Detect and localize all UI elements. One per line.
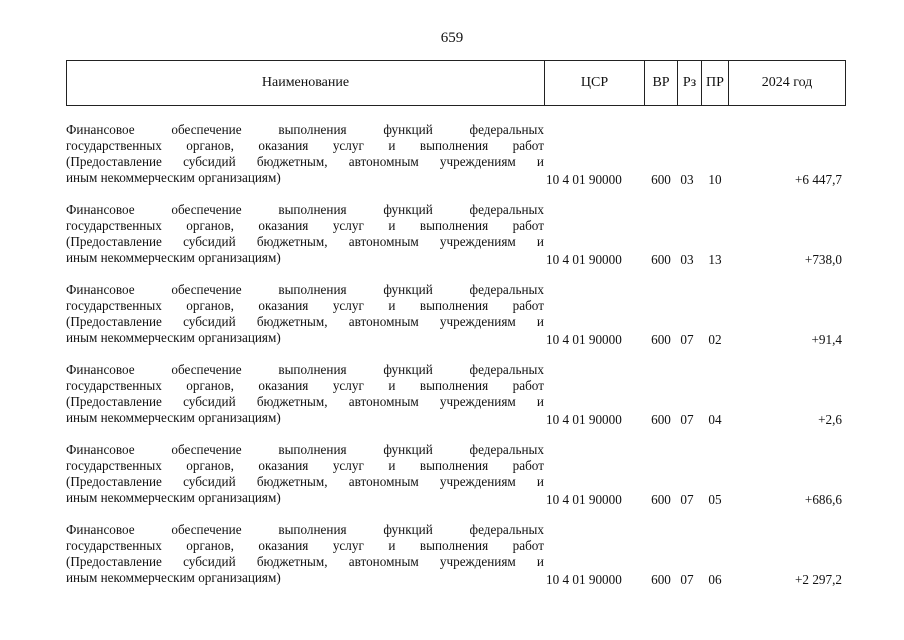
- row-description: [66, 522, 544, 586]
- description-line: государственных органов, оказания услуг и выполнения работ: [66, 538, 544, 553]
- table-header: [66, 60, 846, 106]
- description-line: (Предоставление субсидий бюджетным, автономным учреждениям и: [66, 154, 544, 169]
- description-line: (Предоставление субсидий бюджетным, автономным учреждениям и: [66, 234, 544, 249]
- description-line: Финансовое обеспечение выполнения функций федеральных: [66, 122, 544, 137]
- table-row: [66, 362, 846, 434]
- row-vr: 600: [651, 572, 671, 587]
- header-pr: ПР: [702, 61, 729, 105]
- header-year: 2024 год: [761, 75, 813, 90]
- row-pr: 10: [708, 172, 722, 187]
- row-amount: +2 297,2: [795, 572, 842, 587]
- row-amount: +91,4: [811, 332, 842, 347]
- row-pr: 06: [708, 572, 722, 587]
- description-line: (Предоставление субсидий бюджетным, автономным учреждениям и: [66, 474, 544, 489]
- row-rz: 03: [680, 172, 694, 187]
- description-line: (Предоставление субсидий бюджетным, автономным учреждениям и: [66, 314, 544, 329]
- description-line: Финансовое обеспечение выполнения функций федеральных: [66, 362, 544, 377]
- row-vr: 600: [651, 252, 671, 267]
- description-line: Финансовое обеспечение выполнения функций федеральных: [66, 202, 544, 217]
- header-vr: ВР: [645, 61, 678, 105]
- table-row: [66, 122, 846, 194]
- row-csr: 10 4 01 90000: [546, 412, 622, 427]
- row-description: [66, 442, 544, 506]
- table-row: [66, 282, 846, 354]
- row-rz: 07: [680, 332, 694, 347]
- table-row: [66, 442, 846, 514]
- row-rz: 07: [680, 572, 694, 587]
- description-line: иным некоммерческим организациям): [66, 410, 281, 425]
- row-amount: +686,6: [804, 492, 842, 507]
- row-amount: +738,0: [804, 252, 842, 267]
- row-description: [66, 362, 544, 426]
- table-row: [66, 202, 846, 274]
- page-number: 659: [440, 30, 464, 46]
- description-line: государственных органов, оказания услуг и выполнения работ: [66, 298, 544, 313]
- row-pr: 02: [708, 332, 722, 347]
- row-rz: 07: [680, 412, 694, 427]
- header-name: Наименование: [67, 61, 545, 105]
- row-csr: 10 4 01 90000: [546, 172, 622, 187]
- row-rz: 03: [680, 252, 694, 267]
- description-line: иным некоммерческим организациям): [66, 170, 281, 185]
- description-line: иным некоммерческим организациям): [66, 250, 281, 265]
- description-line: (Предоставление субсидий бюджетным, автономным учреждениям и: [66, 554, 544, 569]
- header-csr: ЦСР: [545, 61, 645, 105]
- row-amount: +2,6: [818, 412, 842, 427]
- row-amount: +6 447,7: [795, 172, 842, 187]
- description-line: Финансовое обеспечение выполнения функций федеральных: [66, 442, 544, 457]
- description-line: государственных органов, оказания услуг и выполнения работ: [66, 138, 544, 153]
- row-vr: 600: [651, 412, 671, 427]
- row-description: [66, 122, 544, 186]
- row-rz: 07: [680, 492, 694, 507]
- description-line: иным некоммерческим организациям): [66, 570, 281, 585]
- description-line: государственных органов, оказания услуг и выполнения работ: [66, 218, 544, 233]
- row-pr: 05: [708, 492, 722, 507]
- row-description: [66, 282, 544, 346]
- description-line: (Предоставление субсидий бюджетным, автономным учреждениям и: [66, 394, 544, 409]
- row-csr: 10 4 01 90000: [546, 492, 622, 507]
- row-pr: 04: [708, 412, 722, 427]
- row-vr: 600: [651, 332, 671, 347]
- description-line: Финансовое обеспечение выполнения функций федеральных: [66, 282, 544, 297]
- description-line: Финансовое обеспечение выполнения функций федеральных: [66, 522, 544, 537]
- header-rz: Рз: [678, 61, 702, 105]
- row-csr: 10 4 01 90000: [546, 252, 622, 267]
- row-csr: 10 4 01 90000: [546, 332, 622, 347]
- description-line: государственных органов, оказания услуг и выполнения работ: [66, 378, 544, 393]
- row-description: [66, 202, 544, 266]
- row-vr: 600: [651, 172, 671, 187]
- row-csr: 10 4 01 90000: [546, 572, 622, 587]
- row-pr: 13: [708, 252, 722, 267]
- table-row: [66, 522, 846, 594]
- description-line: государственных органов, оказания услуг и выполнения работ: [66, 458, 544, 473]
- description-line: иным некоммерческим организациям): [66, 330, 281, 345]
- description-line: иным некоммерческим организациям): [66, 490, 281, 505]
- row-vr: 600: [651, 492, 671, 507]
